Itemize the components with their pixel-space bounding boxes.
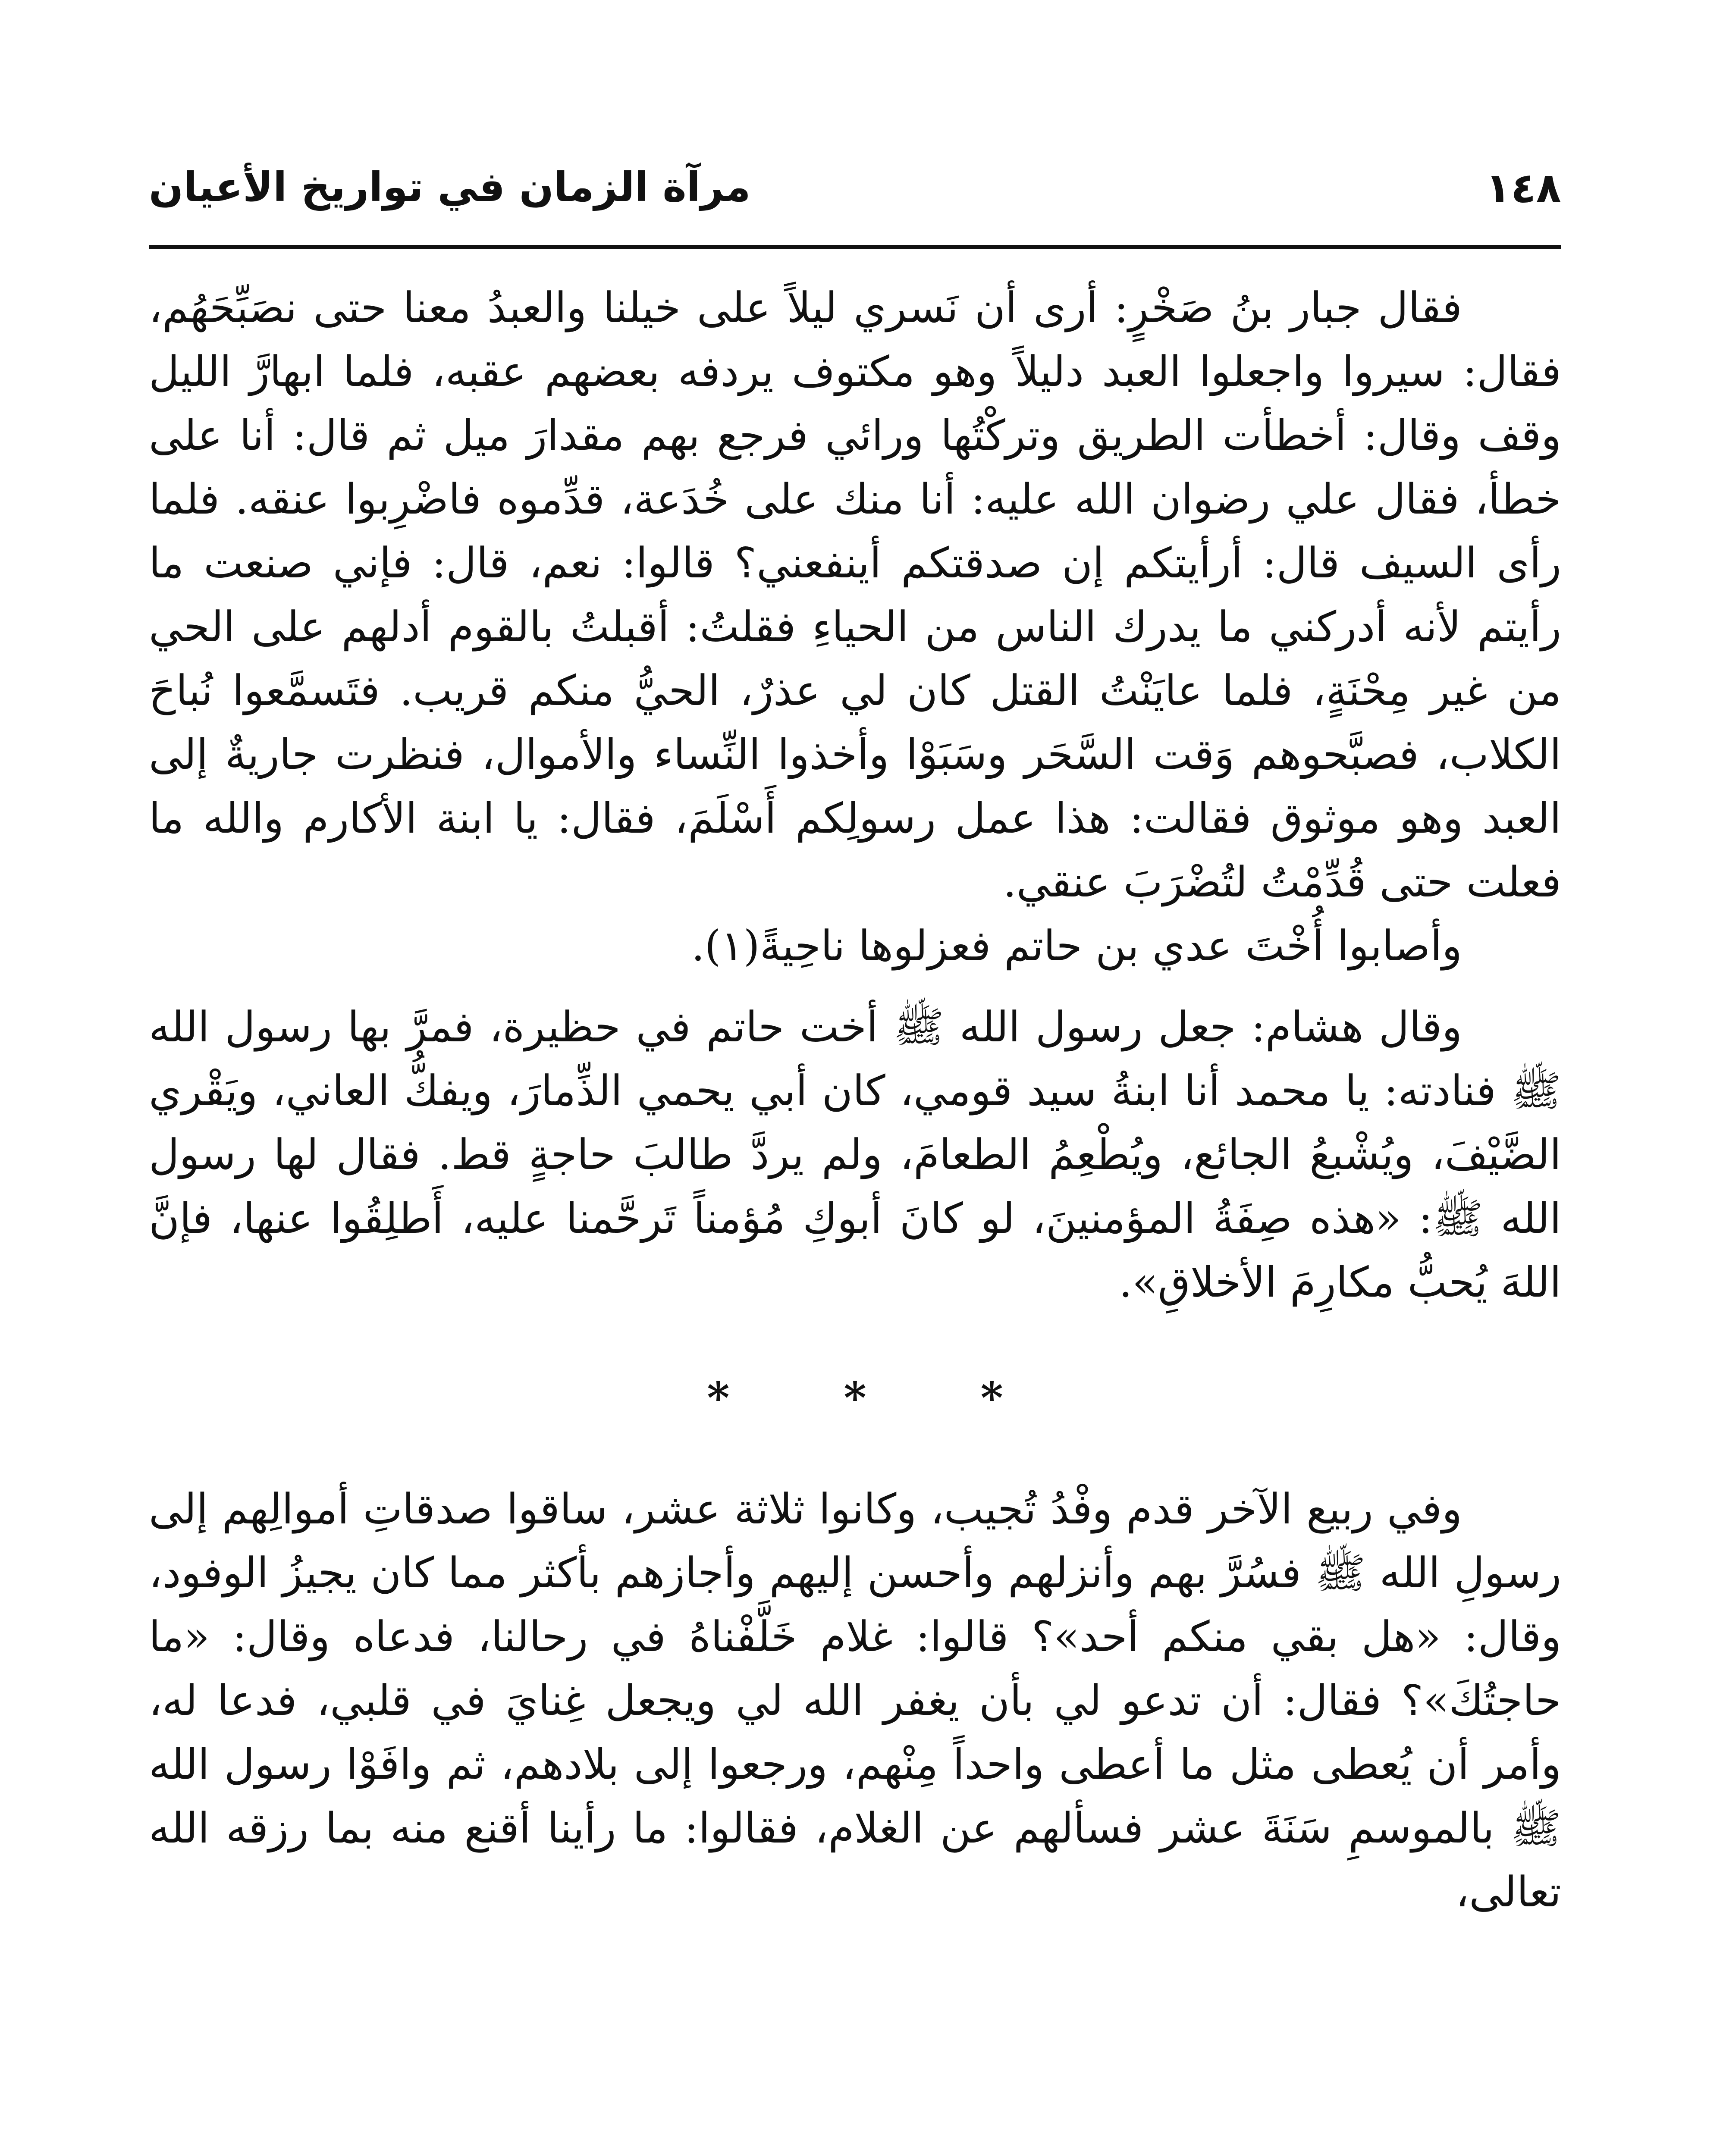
- paragraph: وقال هشام: جعل رسول الله ﷺ أخت حاتم في حظيرة، فمرَّ بها رسول الله ﷺ فنادته: يا محمد أنا ابنةُ سيد قومي، كان أبي يحمي الذِّمارَ، ويفكُّ العاني، ويَقْري الضَّيْفَ، ويُشْبعُ الجائع، ويُطْعِمُ الطعامَ، ولم يردَّ طالبَ حاجةٍ قط. فقال لها رسول الله ﷺ: «هذه صِفَةُ المؤمنينَ، لو كانَ أبوكِ مُؤمناً تَرحَّمنا عليه، أَطلِقُوا عنها، فإنَّ اللهَ يُحبُّ مكارِمَ الأخلاقِ».: [149, 1003, 1561, 1307]
- main-text: [149, 276, 1561, 1924]
- paragraph: فقال جبار بنُ صَخْرٍ: أرى أن نَسري ليلاً على خيلنا والعبدُ معنا حتى نصَبِّحَهُم، فقال: سيروا واجعلوا العبد دليلاً وهو مكتوف يردفه بعضهم عقبه، فلما ابهارَّ الليل وقف وقال: أخطأت الطريق وتركْتُها ورائي فرجع بهم مقدارَ ميل ثم قال: أنا على خطأ، فقال علي رضوان الله عليه: أنا منك على خُدَعة، قدِّموه فاضْرِبوا عنقه. فلما رأى السيف قال: أرأيتكم إن صدقتكم أينفعني؟ قالوا: نعم، قال: فإني صنعت ما رأيتم لأنه أدركني ما يدرك الناس من الحياءِ فقلتُ: أقبلتُ بالقوم أدلهم على الحي من غير مِحْنَةٍ، فلما عايَنْتُ القتل كان لي عذرٌ، الحيُّ منكم قريب. فتَسمَّعوا نُباحَ الكلاب، فصبَّحوهم وَقت السَّحَر وسَبَوْا وأخذوا النِّساء والأموال، فنظرت جاريةٌ إلى العبد وهو موثوق فقالت: هذا عمل رسولِكم أَسْلَمَ، فقال: يا ابنة الأكارم والله ما فعلت حتى قُدِّمْتُ لتُضْرَبَ عنقي.: [149, 283, 1562, 906]
- header-rule: [149, 245, 1561, 249]
- paragraph: وأصابوا أُخْتَ عدي بن حاتم فعزلوها ناحِيةً(١).: [691, 921, 1462, 970]
- paragraph: وفي ربيع الآخر قدم وفْدُ تُجيب، وكانوا ثلاثة عشر، ساقوا صدقاتِ أموالِهم إلى رسولِ الله ﷺ فسُرَّ بهم وأنزلهم وأحسن إليهم وأجازهم بأكثر مما كان يجيزُ الوفود، وقال: «هل بقي منكم أحد»؟ قالوا: غلام خَلَّفْناهُ في رحالنا، فدعاه وقال: «ما حاجتُكَ»؟ فقال: أن تدعو لي بأن يغفر الله لي ويجعل غِنايَ في قلبي، فدعا له، وأمر أن يُعطى مثل ما أعطى واحداً مِنْهم، ورجعوا إلى بلادهم، ثم وافَوْا رسول الله ﷺ بالموسمِ سَنَةَ عشر فسألهم عن الغلام، فقالوا: ما رأينا أقنع منه بما رزقه الله تعالى،: [149, 1485, 1561, 1916]
- page-header: [149, 155, 1561, 237]
- page-number: ١٤٨: [1485, 164, 1561, 212]
- book-title: مرآة الزمان في تواريخ الأعيان: [149, 164, 751, 211]
- section-divider: * * *: [707, 1373, 1003, 1423]
